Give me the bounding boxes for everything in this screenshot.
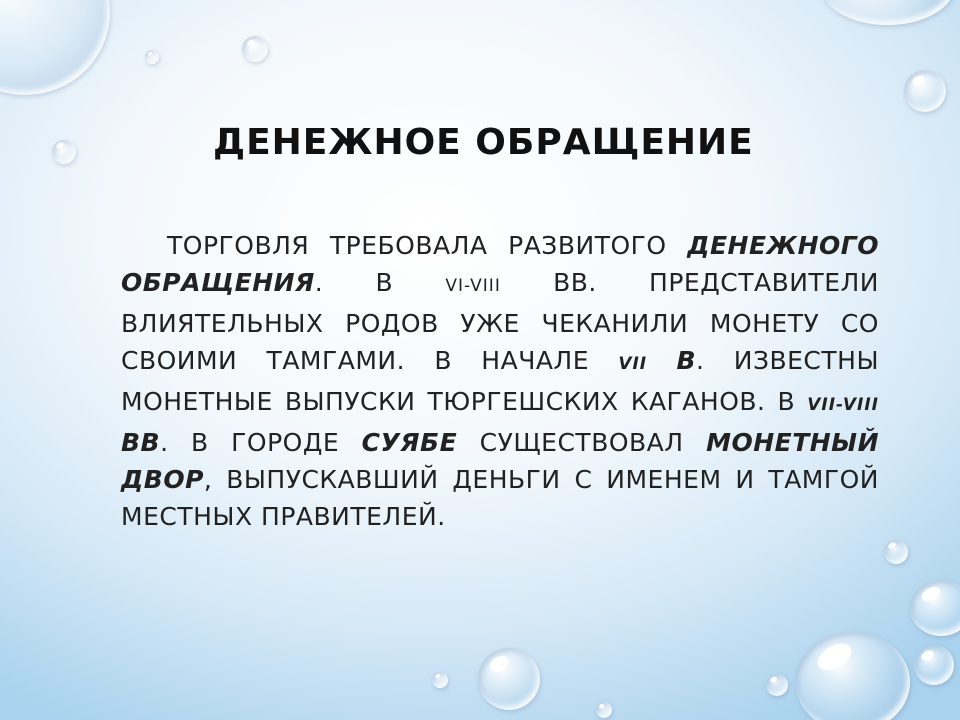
- emphasis-mint: МОНЕТНЫЙ ДВОР: [121, 428, 879, 494]
- text-segment: . ИЗВЕСТНЫ МОНЕТНЫЕ ВЫПУСКИ ТЮРГЕШСКИХ КАГАНОВ. В: [121, 346, 879, 416]
- slide-body-text: [121, 227, 879, 535]
- text-segment: [647, 346, 676, 375]
- text-segment: ТОРГОВЛЯ ТРЕБОВАЛА РАЗВИТОГО: [167, 231, 688, 260]
- water-drop: [914, 645, 954, 685]
- text-segment: . В ГОРОДЕ: [160, 428, 362, 457]
- water-drop: [0, 0, 110, 95]
- water-drop: [432, 672, 448, 688]
- water-drop: [478, 648, 540, 710]
- emphasis-money-circulation: ДЕНЕЖНОГО ОБРАЩЕНИЯ: [121, 231, 879, 297]
- emphasis-centuries: ВВ: [121, 428, 161, 457]
- water-drop: [884, 540, 908, 564]
- water-drop: [904, 70, 946, 112]
- water-drop: [145, 50, 159, 64]
- roman-numeral: VII-VIII: [807, 395, 879, 415]
- water-drop: [596, 702, 612, 718]
- water-drop: [52, 140, 76, 164]
- water-drop: [820, 0, 955, 25]
- emphasis-suyab: СУЯБЕ: [361, 428, 458, 457]
- text-segment: , ВЫПУСКАВШИЙ ДЕНЬГИ С ИМЕНЕМ И ТАМГОЙ МЕСТНЫХ ПРАВИТЕЛЕЙ.: [121, 465, 879, 531]
- roman-numeral: VII: [618, 354, 648, 374]
- water-drop: [242, 36, 268, 62]
- water-drop: [766, 674, 788, 696]
- water-drop: [910, 580, 960, 636]
- text-segment: ВВ. ПРЕДСТАВИТЕЛИ ВЛИЯТЕЛЬНЫХ РОДОВ УЖЕ ЧЕКАНИЛИ МОНЕТУ СО СВОИМИ ТАМГАМИ. В НАЧАЛЕ: [121, 268, 879, 375]
- text-segment: . В: [314, 268, 446, 297]
- emphasis-century: В: [676, 346, 696, 375]
- slide-title: ДЕНЕЖНОЕ ОБРАЩЕНИЕ: [213, 122, 754, 163]
- text-segment: СУЩЕСТВОВАЛ: [457, 428, 707, 457]
- water-drop: [795, 632, 910, 720]
- roman-numeral: VI-VIII: [445, 276, 501, 296]
